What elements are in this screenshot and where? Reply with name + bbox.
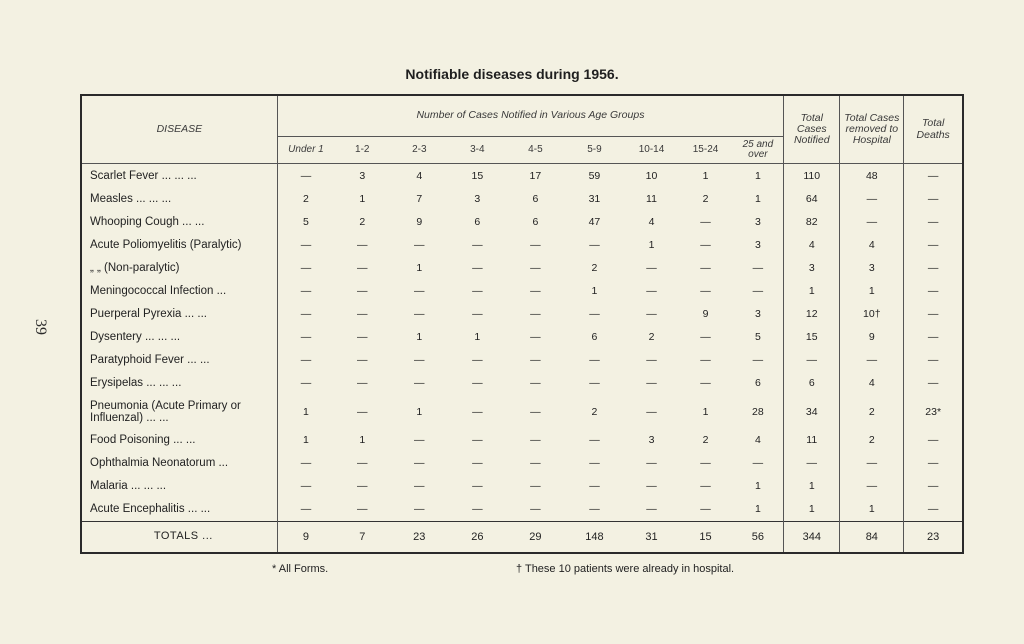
table-cell: — <box>530 308 541 321</box>
table-cell: — <box>530 377 541 390</box>
totals-cell: 148 <box>564 522 624 553</box>
table-cell: — <box>840 210 904 233</box>
table-cell: 47 <box>588 215 601 228</box>
table-cell: 6 <box>532 215 539 228</box>
table-cell: — <box>700 285 711 298</box>
table-cell: — <box>414 308 425 321</box>
table-cell: — <box>646 308 657 321</box>
table-row <box>82 256 962 279</box>
table-cell: — <box>357 261 368 274</box>
age-header-25-and-over: 25 and over <box>733 137 784 164</box>
table-cell: — <box>646 377 657 390</box>
table-cell: — <box>589 434 600 447</box>
table-cell: 2 <box>840 429 904 452</box>
table-cell: — <box>700 354 711 367</box>
age-group-header: Number of Cases Notified in Various Age Groups <box>277 96 784 137</box>
table-cell: — <box>589 238 600 251</box>
table-cell: — <box>840 187 904 210</box>
table-cell: 1 <box>303 434 309 447</box>
table-cell: — <box>472 434 483 447</box>
table-cell: — <box>530 457 541 470</box>
totals-cell: 23 <box>904 522 962 553</box>
table-cell: 4 <box>784 233 840 256</box>
table-cell: — <box>472 405 483 418</box>
table-cell: 9 <box>840 326 904 349</box>
table-cell: — <box>700 503 711 516</box>
table-cell: — <box>646 480 657 493</box>
table-cell: 3 <box>359 169 366 182</box>
table-cell: 2 <box>648 331 655 344</box>
table-cell: — <box>752 261 764 274</box>
table-cell: 110 <box>784 164 840 188</box>
table-cell: — <box>357 480 368 493</box>
table-cell: 3 <box>754 238 761 251</box>
table-cell: — <box>700 215 711 228</box>
table-cell: 6 <box>591 331 598 344</box>
table-cell: — <box>646 503 657 516</box>
table-cell: 6 <box>784 372 840 395</box>
table-cell: — <box>357 285 368 298</box>
table-cell: — <box>752 457 764 470</box>
table-cell: 6 <box>754 377 761 390</box>
table-cell: — <box>904 164 962 188</box>
age-header-4-5: 4-5 <box>506 137 564 164</box>
table-cell: — <box>646 285 657 298</box>
table-cell: 3 <box>754 308 761 321</box>
table-cell: 64 <box>784 187 840 210</box>
table-cell: — <box>300 457 312 470</box>
table-cell: — <box>784 452 840 475</box>
table-cell: — <box>904 429 962 452</box>
table-cell: — <box>530 434 541 447</box>
table-cell: — <box>472 457 483 470</box>
table-cell: — <box>414 503 425 516</box>
table-cell: — <box>414 377 425 390</box>
table-cell: — <box>589 480 600 493</box>
disease-name: Erysipelas ... ... ... <box>82 372 277 395</box>
table-cell: 1 <box>784 498 840 522</box>
table-cell: — <box>530 238 541 251</box>
table-cell: 2 <box>591 405 598 418</box>
table-cell: — <box>530 331 541 344</box>
table-cell: — <box>646 405 657 418</box>
table-cell: — <box>530 405 541 418</box>
table-row <box>82 279 962 302</box>
table-row <box>82 395 962 429</box>
table-row <box>82 372 962 395</box>
table-cell: — <box>357 405 368 418</box>
table-cell: 9 <box>416 215 423 228</box>
totals-label: TOTALS ... <box>82 522 277 553</box>
table-cell: 1 <box>784 475 840 498</box>
table-cell: — <box>904 256 962 279</box>
totals-cell: 56 <box>733 522 784 553</box>
table-cell: — <box>700 480 711 493</box>
table-cell: — <box>300 261 312 274</box>
table-cell: 2 <box>702 192 709 205</box>
table-cell: 10† <box>840 303 904 326</box>
table-row <box>82 475 962 498</box>
table-cell: — <box>700 457 711 470</box>
total-deaths-header: Total Deaths <box>904 96 962 164</box>
table-cell: 1 <box>416 261 423 274</box>
table-cell: 1 <box>754 503 761 516</box>
disease-name: Measles ... ... ... <box>82 187 277 210</box>
table-cell: — <box>472 238 483 251</box>
table-cell: — <box>589 308 600 321</box>
table-cell: 59 <box>588 169 601 182</box>
table-cell: — <box>472 480 483 493</box>
table-cell: 15 <box>784 326 840 349</box>
table-cell: — <box>700 261 711 274</box>
table-row <box>82 164 962 188</box>
table-cell: — <box>530 503 541 516</box>
disease-name: Malaria ... ... ... <box>82 475 277 498</box>
table-cell: — <box>414 354 425 367</box>
table-row <box>82 187 962 210</box>
table-cell: — <box>300 377 312 390</box>
table-cell: 10 <box>645 169 658 182</box>
table-cell: 48 <box>840 164 904 188</box>
table-row <box>82 452 962 475</box>
table-cell: 1 <box>784 279 840 302</box>
diseases-table-frame <box>80 94 964 554</box>
table-cell: 34 <box>784 395 840 429</box>
table-cell: — <box>414 480 425 493</box>
age-header-under-1: Under 1 <box>277 137 334 164</box>
table-cell: 3 <box>648 434 655 447</box>
table-cell: — <box>530 480 541 493</box>
table-cell: 9 <box>702 308 709 321</box>
table-row <box>82 498 962 522</box>
diseases-table <box>82 96 962 552</box>
age-header-5-9: 5-9 <box>564 137 624 164</box>
table-cell: 1 <box>648 238 655 251</box>
table-cell: 3 <box>784 256 840 279</box>
table-cell: 4 <box>840 233 904 256</box>
table-cell: — <box>904 475 962 498</box>
table-cell: — <box>472 377 483 390</box>
table-row <box>82 303 962 326</box>
table-cell: 1 <box>416 405 423 418</box>
table-cell: — <box>472 261 483 274</box>
footnote-hospital: † These 10 patients were already in hospital. <box>516 563 735 575</box>
table-cell: — <box>414 238 425 251</box>
table-cell: — <box>904 279 962 302</box>
table-cell: — <box>357 457 368 470</box>
totals-cell: 26 <box>448 522 506 553</box>
table-cell: 4 <box>840 372 904 395</box>
table-cell: 82 <box>784 210 840 233</box>
table-cell: — <box>300 480 312 493</box>
table-cell: — <box>840 452 904 475</box>
total-notified-header: Total Cases Notified <box>784 96 840 164</box>
table-cell: 3 <box>474 192 481 205</box>
disease-name: Whooping Cough ... ... <box>82 210 277 233</box>
table-cell: — <box>300 503 312 516</box>
disease-name: Puerperal Pyrexia ... ... <box>82 303 277 326</box>
age-header-1-2: 1-2 <box>334 137 390 164</box>
disease-name: Acute Encephalitis ... ... <box>82 498 277 522</box>
table-cell: 1 <box>754 169 761 182</box>
table-row <box>82 326 962 349</box>
table-cell: — <box>530 354 541 367</box>
disease-name: „ „ (Non-paralytic) <box>82 256 277 279</box>
table-cell: 1 <box>303 405 309 418</box>
totals-row <box>82 522 962 553</box>
totals-cell: 344 <box>784 522 840 553</box>
table-cell: — <box>357 503 368 516</box>
table-cell: — <box>357 331 368 344</box>
table-cell: 2 <box>702 434 709 447</box>
table-cell: 4 <box>648 215 655 228</box>
table-cell: 1 <box>702 169 709 182</box>
table-cell: — <box>530 285 541 298</box>
table-cell: — <box>904 326 962 349</box>
table-cell: — <box>300 331 312 344</box>
table-cell: — <box>700 377 711 390</box>
table-cell: 1 <box>359 192 366 205</box>
table-cell: 4 <box>416 169 423 182</box>
table-cell: 31 <box>588 192 601 205</box>
table-cell: — <box>840 349 904 372</box>
table-cell: — <box>904 349 962 372</box>
totals-cell: 9 <box>277 522 334 553</box>
table-cell: 2 <box>591 261 598 274</box>
table-cell: — <box>904 372 962 395</box>
table-cell: — <box>700 238 711 251</box>
disease-name: Meningococcal Infection ... <box>82 279 277 302</box>
table-cell: — <box>589 503 600 516</box>
totals-cell: 84 <box>840 522 904 553</box>
table-cell: 2 <box>303 192 309 205</box>
table-cell: — <box>904 303 962 326</box>
table-cell: 1 <box>840 279 904 302</box>
table-cell: 23* <box>904 395 962 429</box>
disease-name: Paratyphoid Fever ... ... <box>82 349 277 372</box>
table-cell: 2 <box>359 215 366 228</box>
table-cell: 6 <box>532 192 539 205</box>
table-cell: — <box>472 503 483 516</box>
table-cell: — <box>752 354 764 367</box>
table-cell: — <box>646 354 657 367</box>
table-row <box>82 210 962 233</box>
table-cell: 6 <box>474 215 481 228</box>
table-cell: — <box>904 233 962 256</box>
table-cell: 5 <box>754 331 761 344</box>
table-cell: — <box>904 187 962 210</box>
table-cell: 7 <box>416 192 423 205</box>
table-cell: — <box>752 285 764 298</box>
table-cell: — <box>300 354 312 367</box>
table-cell: — <box>700 331 711 344</box>
table-row <box>82 233 962 256</box>
disease-name: Dysentery ... ... ... <box>82 326 277 349</box>
table-cell: — <box>472 354 483 367</box>
table-cell: 1 <box>702 405 709 418</box>
table-cell: 1 <box>754 192 761 205</box>
table-cell: — <box>357 377 368 390</box>
table-cell: — <box>904 498 962 522</box>
age-header-3-4: 3-4 <box>448 137 506 164</box>
page-title: Notifiable diseases during 1956. <box>405 66 619 82</box>
table-cell: — <box>357 354 368 367</box>
table-cell: — <box>784 349 840 372</box>
totals-cell: 15 <box>679 522 733 553</box>
table-cell: — <box>300 308 312 321</box>
age-header-10-14: 10-14 <box>624 137 678 164</box>
total-removed-header: Total Cases removed to Hospital <box>840 96 904 164</box>
table-cell: — <box>904 210 962 233</box>
table-cell: 5 <box>303 215 309 228</box>
table-cell: — <box>300 285 312 298</box>
disease-name: Pneumonia (Acute Primary or Influenzal) ... ... <box>82 395 277 429</box>
table-cell: — <box>472 285 483 298</box>
table-cell: 1 <box>359 434 366 447</box>
disease-name: Scarlet Fever ... ... ... <box>82 164 277 188</box>
disease-name: Food Poisoning ... ... <box>82 429 277 452</box>
table-cell: 3 <box>840 256 904 279</box>
table-cell: 2 <box>840 395 904 429</box>
table-cell: — <box>589 377 600 390</box>
table-cell: 12 <box>784 303 840 326</box>
disease-name: Acute Poliomyelitis (Paralytic) <box>82 233 277 256</box>
disease-column-header: DISEASE <box>82 96 277 164</box>
table-cell: 3 <box>754 215 761 228</box>
table-cell: 1 <box>840 498 904 522</box>
table-cell: — <box>414 285 425 298</box>
table-cell: 28 <box>752 405 764 418</box>
totals-cell: 7 <box>334 522 390 553</box>
page-number: 39 <box>32 319 49 335</box>
table-cell: — <box>840 475 904 498</box>
totals-cell: 23 <box>390 522 448 553</box>
table-cell: — <box>414 457 425 470</box>
table-cell: — <box>530 261 541 274</box>
table-cell: 4 <box>754 434 761 447</box>
table-cell: 1 <box>754 480 761 493</box>
table-cell: — <box>300 238 312 251</box>
table-cell: — <box>300 169 312 182</box>
table-row <box>82 349 962 372</box>
table-cell: — <box>472 308 483 321</box>
table-cell: 11 <box>646 192 657 205</box>
table-cell: — <box>904 452 962 475</box>
table-cell: — <box>646 261 657 274</box>
table-cell: 11 <box>784 429 840 452</box>
table-row <box>82 429 962 452</box>
table-cell: — <box>589 354 600 367</box>
totals-cell: 29 <box>506 522 564 553</box>
age-header-15-24: 15-24 <box>679 137 733 164</box>
age-header-2-3: 2-3 <box>390 137 448 164</box>
table-cell: — <box>357 308 368 321</box>
totals-cell: 31 <box>624 522 678 553</box>
table-cell: 1 <box>591 285 598 298</box>
table-cell: 1 <box>474 331 481 344</box>
table-cell: — <box>589 457 600 470</box>
table-cell: — <box>357 238 368 251</box>
table-cell: 15 <box>471 169 484 182</box>
table-cell: — <box>646 457 657 470</box>
disease-name: Ophthalmia Neonatorum ... <box>82 452 277 475</box>
table-cell: 1 <box>416 331 423 344</box>
footnote-all-forms: * All Forms. <box>272 563 329 575</box>
table-cell: 17 <box>529 169 542 182</box>
table-cell: — <box>414 434 425 447</box>
